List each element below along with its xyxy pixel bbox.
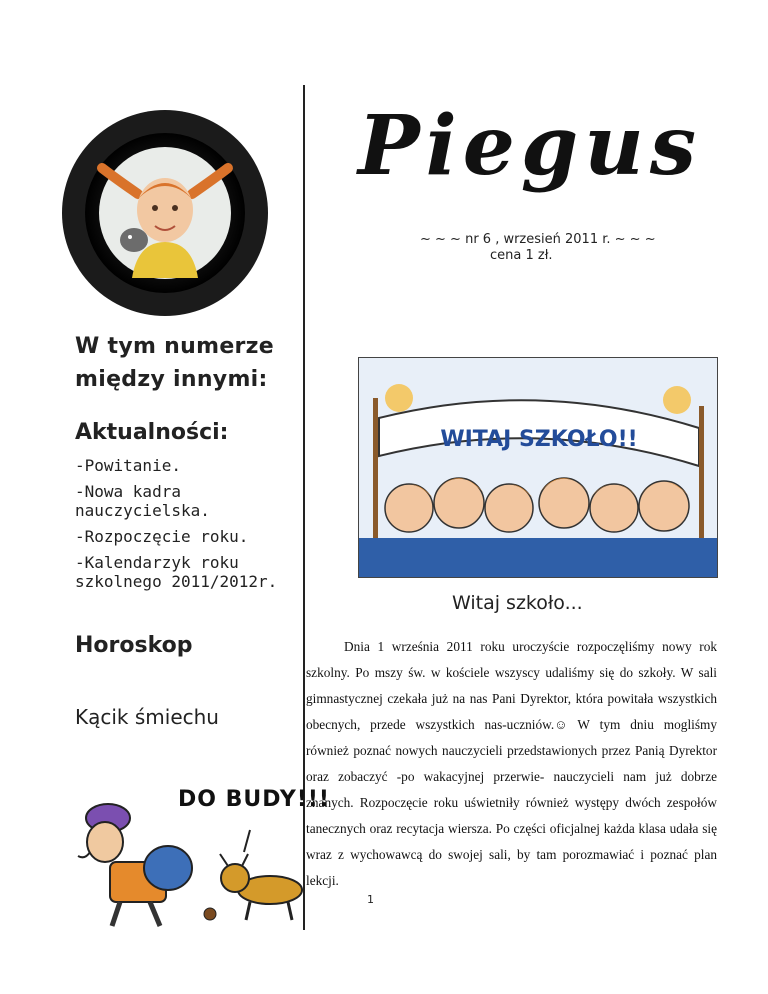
list-item: -Kalendarzyk roku szkolnego 2011/2012r. bbox=[75, 553, 278, 591]
issue-price: cena 1 zł. bbox=[490, 248, 553, 263]
jokes-heading: Kącik śmiechu bbox=[75, 705, 219, 729]
article-body: Dnia 1 września 2011 roku uroczyście rozpoczęliśmy nowy rok szkolny. Po mszy św. w kościele wszyscy udaliśmy się do szkoły. W sali gimnastycznej czekała już na nas Pani Dyrektor, która powitała wszystkich obecnych, przede wszystkich nas-uczniów.☺ W tym dniu mogliśmy również poznać nowych nauczycieli przedstawionych przez Panią Dyrektor oraz zobaczyć -po wakacyjnej przerwie- nauczycieli nam już dobrze znanych. Rozpoczęcie roku uświetniły również występy dwóch zespołów tanecznych oraz recytacja wiersza. Po części oficjalnej każda klasa udała się wraz z wychowawcą do swojej sali, by tam porozmawiać i poznać plan lekcji. bbox=[306, 639, 717, 888]
welcome-school-illustration bbox=[358, 357, 718, 578]
news-list bbox=[75, 456, 303, 598]
issue-info bbox=[420, 232, 710, 263]
masthead-title bbox=[357, 70, 703, 200]
page-number: 1 bbox=[367, 893, 374, 906]
list-item: -Powitanie. bbox=[75, 456, 181, 475]
cartoon-image bbox=[60, 770, 330, 930]
logo-ring-image bbox=[60, 108, 270, 318]
horoskop-heading: Horoskop bbox=[75, 633, 193, 658]
list-item: -Rozpoczęcie roku. bbox=[75, 527, 249, 546]
article-caption: Witaj szkoło... bbox=[452, 592, 583, 614]
cartoon-text: DO BUDY!!! bbox=[178, 787, 330, 812]
banner-text: WITAJ SZKOŁO!! bbox=[440, 427, 638, 452]
issue-number: ~ ~ ~ nr 6 , wrzesień 2011 r. ~ ~ ~ bbox=[420, 232, 656, 247]
svg-text:Piegus: Piegus bbox=[357, 98, 703, 194]
news-heading: Aktualności: bbox=[75, 420, 229, 445]
list-item: -Nowa kadra nauczycielska. bbox=[75, 482, 210, 520]
toc-title: W tym numerze między innymi: bbox=[75, 334, 275, 392]
